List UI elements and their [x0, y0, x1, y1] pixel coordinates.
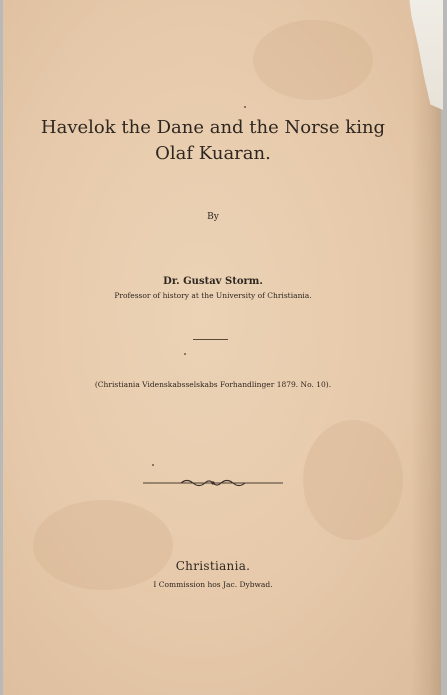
author-affiliation: Professor of history at the University of Christiania. — [114, 291, 312, 300]
ink-speck — [184, 353, 186, 355]
paper-stain — [253, 20, 373, 100]
publisher: I Commission hos Jac. Dybwad. — [153, 580, 273, 589]
ink-speck — [244, 106, 246, 108]
ornament-rule — [143, 476, 283, 490]
author-name: Dr. Gustav Storm. — [163, 276, 263, 287]
series-citation: (Christiania Videnskabsselskabs Forhandlinger 1879. No. 10). — [94, 380, 332, 389]
publication-place: Christiania. — [175, 559, 251, 573]
title-line-1: Havelok the Dane and the Norse king — [40, 117, 386, 138]
paper-stain — [303, 420, 403, 540]
ink-speck — [152, 464, 154, 466]
paper-sheet — [3, 0, 441, 695]
title-line-2: Olaf Kuaran. — [155, 143, 271, 164]
paper-stain — [33, 500, 173, 590]
divider-rule — [193, 339, 228, 340]
by-label: By — [207, 212, 219, 222]
